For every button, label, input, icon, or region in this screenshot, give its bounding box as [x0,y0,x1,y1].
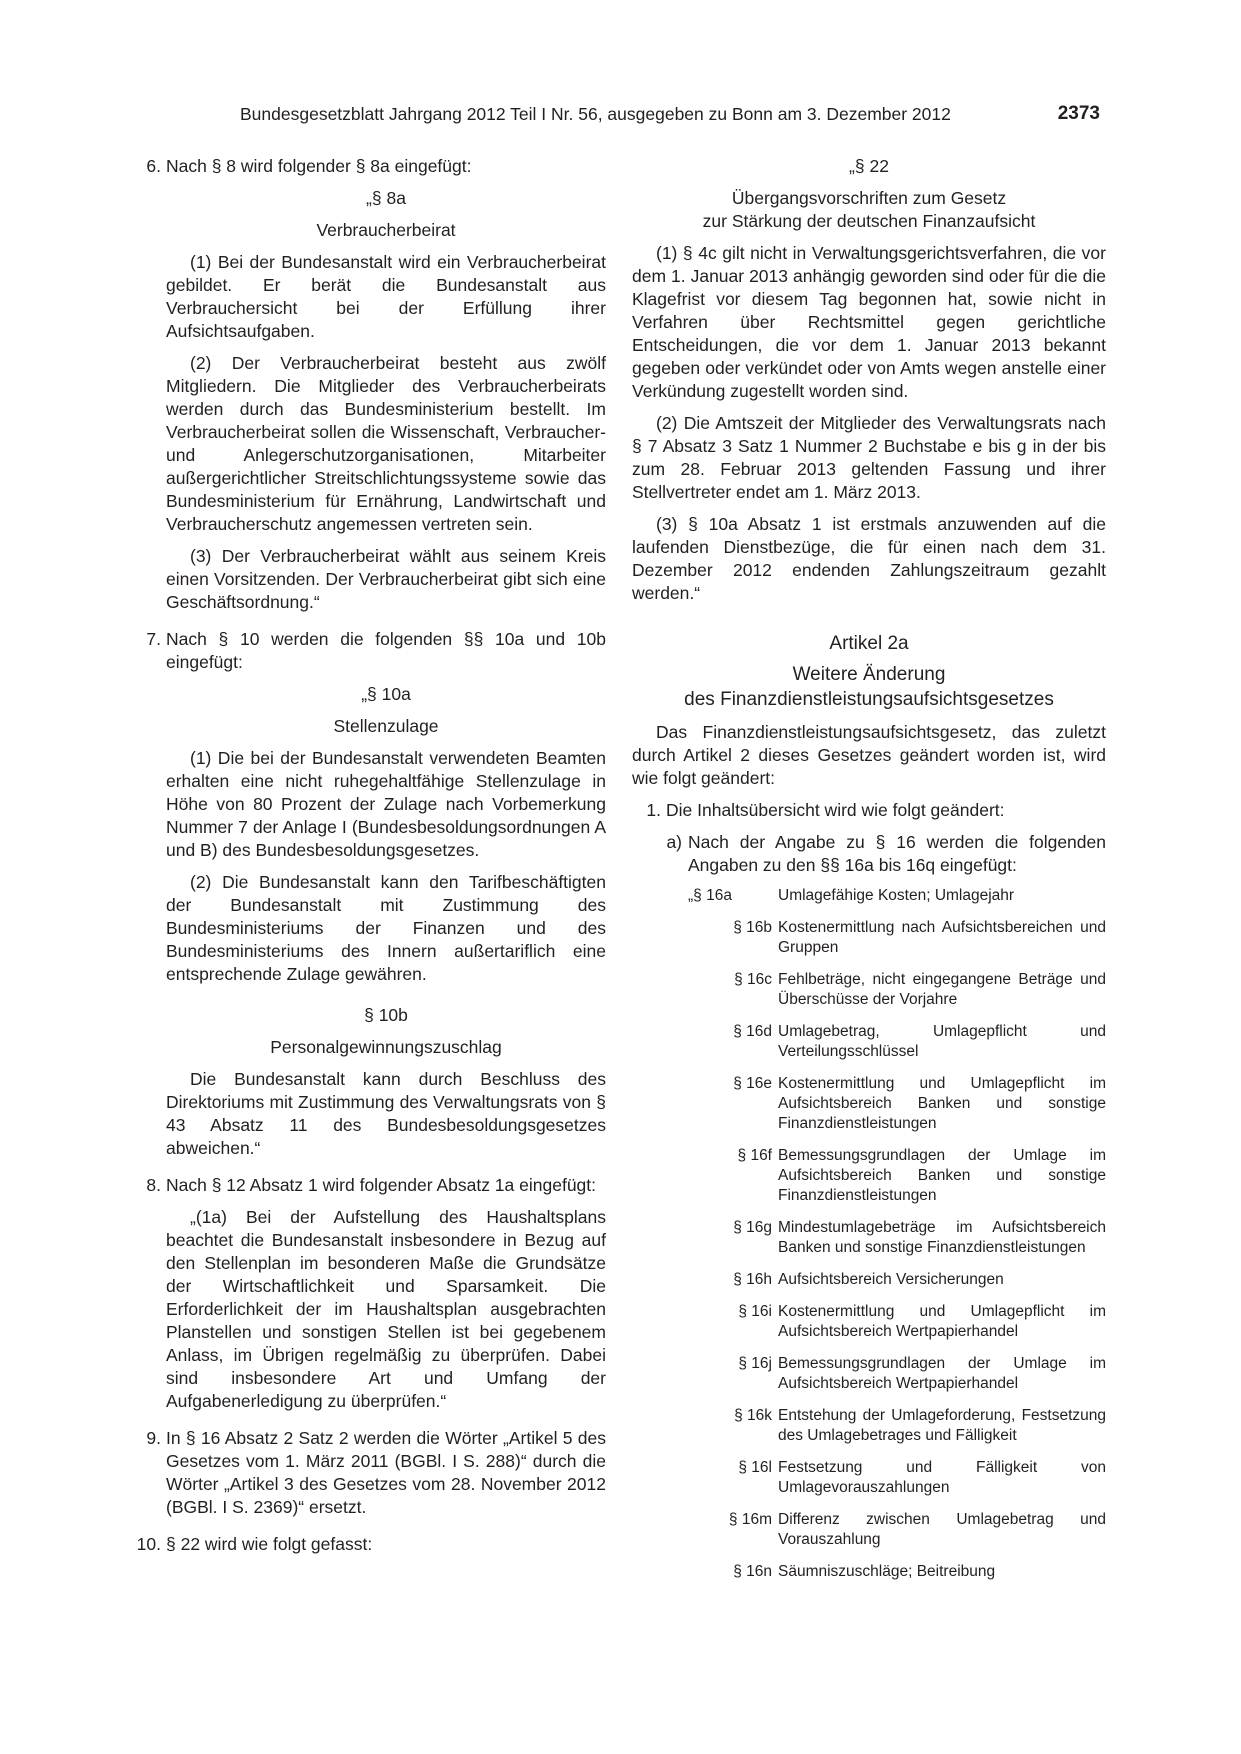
section-number: „§ 8a [366,188,406,208]
toc-row [688,1146,1106,1206]
toc-row [688,886,1106,906]
paragraph: (2) Die Amtszeit der Mitglieder des Verwaltungsrats nach § 7 Absatz 3 Satz 1 Nummer 2 Buchstabe e bis g in der bis zum 28. Februar 2013 geltenden Fassung und ihrer Stellvertreter endet am 1. März 2013. [632,413,1106,502]
toc-row [688,1218,1106,1258]
item-number: 8. [146,1175,161,1195]
toc-text: Fehlbeträge, nicht eingegangene Beträge und Überschüsse der Vorjahre [778,971,1106,1008]
paragraph: „(1a) Bei der Aufstellung des Haushaltsplans beachtet die Bundesanstalt insbesondere in Bezug auf den Stellenplan im besonderen Maße die Grundsätze der Wirtschaftlichkeit und Sparsamkeit. Die Erforderlichkeit der im Haushaltsplan ausgebrachten Planstellen und sonstigen Stellen ist bei gegebenem Anlass, im Übrigen regelmäßig zu überprüfen. Dabei sind insbesondere Art und Umfang der Aufgabenerledigung zu überprüfen.“ [166,1207,606,1411]
toc-row [688,1562,1106,1582]
toc-text: Kostenermittlung nach Aufsichtsbereichen und Gruppen [778,919,1106,956]
inserted-paragraph-1a [166,1206,606,1413]
toc-section: § 16i [738,1303,772,1320]
table-of-contents-insert [688,886,1106,1582]
section-title: Verbraucherbeirat [316,220,456,240]
toc-text: Festsetzung und Fälligkeit von Umlagevorauszahlungen [778,1459,1106,1496]
item-text: In § 16 Absatz 2 Satz 2 werden die Wörter „Artikel 5 des Gesetzes vom 1. März 2011 (BGBl. I S. 288)“ durch die Wörter „Artikel 3 des Gesetzes vom 28. November 2012 (BGBl. I S. 2369)“ ersetzt. [166,1428,606,1517]
toc-text: Säumniszuschläge; Beitreibung [778,1563,996,1580]
paragraph: (2) Der Verbraucherbeirat besteht aus zwölf Mitgliedern. Die Mitglieder des Verbraucherbeirats werden durch das Bundesministerium bestellt. Im Verbraucherbeirat sollen die Wissenschaft, Verbraucher- und Anlegerschutzorganisationen, Mitarbeiter außergerichtlicher Streitschlichtungssysteme sowie das Bundesministerium für Ernährung, Landwirtschaft und Verbraucherschutz angemessen vertreten sein. [166,353,606,534]
toc-text: Bemessungsgrundlagen der Umlage im Aufsichtsbereich Banken und sonstige Finanzdienstleistungen [778,1147,1106,1204]
toc-section: § 16n [733,1563,772,1580]
item-number: 6. [146,156,161,176]
toc-section: § 16b [733,919,772,936]
paragraph: (1) § 4c gilt nicht in Verwaltungsgerichtsverfahren, die vor dem 1. Januar 2013 anhängig geworden sind oder für die die Klagefrist vor diesem Tag begonnen hat, sowie nicht in Verfahren über Rechtsmittel gegen gerichtliche Entscheidungen, die vor dem 1. Januar 2013 bekannt gegeben oder verkündet oder von Amts wegen anstelle einer Verkündung zugestellt worden sind. [632,243,1106,401]
list-item-1 [632,799,1106,822]
section-title-line-1: Übergangsvorschriften zum Gesetz [731,188,1007,208]
right-column [632,155,1106,1594]
paragraph: (1) Die bei der Bundesanstalt verwendeten Beamten erhalten eine nicht ruhegehaltfähige Stellenzulage in Höhe von 80 Prozent der Zulage nach Vorbemerkung Nummer 7 der Anlage I (Bundesbesoldungsordnungen A und B) des Bundesbesoldungsgesetzes. [166,748,606,860]
toc-section: § 16j [738,1355,772,1372]
section-number: „§ 10a [361,684,411,704]
toc-text: Aufsichtsbereich Versicherungen [778,1271,1004,1288]
toc-text: Entstehung der Umlageforderung, Festsetzung des Umlagebetrages und Fälligkeit [778,1407,1106,1444]
toc-text: Bemessungsgrundlagen der Umlage im Aufsichtsbereich Wertpapierhandel [778,1355,1106,1392]
toc-text: Mindestumlagebeträge im Aufsichtsbereich Banken und sonstige Finanzdienstleistungen [778,1219,1106,1256]
item-text: § 22 wird wie folgt gefasst: [166,1534,373,1554]
paragraph: (3) § 10a Absatz 1 ist erstmals anzuwenden auf die laufenden Dienstbezüge, die für einen nach dem 31. Dezember 2012 endenden Zahlungszeitraum gezahlt werden.“ [632,514,1106,603]
item-number: 1. [646,800,661,820]
section-number: „§ 22 [849,156,889,176]
toc-row [688,1022,1106,1062]
article-heading: Artikel 2a [829,633,909,654]
toc-text: Umlagebetrag, Umlagepflicht und Verteilungsschlüssel [778,1023,1106,1060]
item-text: Nach der Angabe zu § 16 werden die folgenden Angaben zu den §§ 16a bis 16q eingefügt: [688,832,1106,875]
toc-row [688,1270,1106,1290]
section-title-line-2: zur Stärkung der deutschen Finanzaufsicht [702,211,1036,231]
inserted-section-8a [166,187,606,614]
toc-section: § 16h [733,1271,772,1288]
toc-section: § 16f [737,1147,772,1164]
inserted-section-10a [166,683,606,1160]
toc-section: § 16l [738,1459,772,1476]
toc-text: Kostenermittlung und Umlagepflicht im Aufsichtsbereich Banken und sonstige Finanzdienstleistungen [778,1075,1106,1132]
toc-row [688,1354,1106,1394]
item-text: Nach § 12 Absatz 1 wird folgender Absatz 1a eingefügt: [166,1175,597,1195]
list-item-7 [132,628,606,674]
list-item-8 [132,1174,606,1197]
paragraph: Das Finanzdienstleistungsaufsichtsgesetz, das zuletzt durch Artikel 2 dieses Gesetzes geändert worden ist, wird wie folgt geändert: [632,722,1106,788]
running-header [240,101,1100,127]
toc-section: § 16e [733,1075,772,1092]
left-column [132,155,606,1565]
toc-text: Umlagefähige Kosten; Umlagejahr [778,887,1015,904]
toc-section: „§ 16a [688,887,732,904]
paragraph: Die Bundesanstalt kann durch Beschluss des Direktoriums mit Zustimmung des Verwaltungsrats von § 43 Absatz 11 des Bundesbesoldungsgesetzes abweichen.“ [166,1069,606,1158]
paragraph: (3) Der Verbraucherbeirat wählt aus seinem Kreis einen Vorsitzenden. Der Verbraucherbeirat gibt sich eine Geschäftsordnung.“ [166,546,606,612]
toc-row [688,1074,1106,1134]
list-item-6 [132,155,606,178]
toc-section: § 16d [733,1023,772,1040]
item-text: Die Inhaltsübersicht wird wie folgt geändert: [666,800,1005,820]
article-subtitle-2: des Finanzdienstleistungsaufsichtsgesetzes [684,689,1054,710]
toc-section: § 16g [733,1219,772,1236]
item-letter: a) [666,832,682,852]
header-text: Bundesgesetzblatt Jahrgang 2012 Teil I Nr. 56, ausgegeben zu Bonn am 3. Dezember 2012 [240,104,951,124]
section-number: § 10b [364,1005,408,1025]
paragraph: (2) Die Bundesanstalt kann den Tarifbeschäftigten der Bundesanstalt mit Zustimmung des Bundesministeriums der Finanzen und des Bundesministeriums des Innern außertariflich eine entsprechende Zulage gewähren. [166,872,606,984]
item-text: Nach § 10 werden die folgenden §§ 10a und 10b eingefügt: [166,629,606,672]
section-title: Personalgewinnungszuschlag [270,1037,502,1057]
toc-section: § 16m [728,1511,772,1528]
toc-text: Differenz zwischen Umlagebetrag und Vorauszahlung [778,1511,1106,1548]
toc-row [688,1302,1106,1342]
item-number: 9. [146,1428,161,1448]
list-item-9 [132,1427,606,1519]
paragraph: (1) Bei der Bundesanstalt wird ein Verbraucherbeirat gebildet. Er berät die Bundesanstalt aus Verbrauchersicht bei der Erfüllung ihrer Aufsichtsaufgaben. [166,252,606,341]
list-item-1a [632,831,1106,877]
item-number: 10. [136,1534,161,1554]
section-title: Stellenzulage [333,716,439,736]
item-number: 7. [146,629,161,649]
toc-text: Kostenermittlung und Umlagepflicht im Aufsichtsbereich Wertpapierhandel [778,1303,1106,1340]
article-subtitle-1: Weitere Änderung [792,664,946,685]
toc-section: § 16k [734,1407,772,1424]
toc-section: § 16c [734,971,772,988]
list-item-10 [132,1533,606,1556]
item-text: Nach § 8 wird folgender § 8a eingefügt: [166,156,472,176]
toc-row [688,1406,1106,1446]
toc-row [688,1458,1106,1498]
page-number: 2373 [1057,103,1100,124]
toc-row [688,918,1106,958]
toc-row [688,1510,1106,1550]
toc-row [688,970,1106,1010]
